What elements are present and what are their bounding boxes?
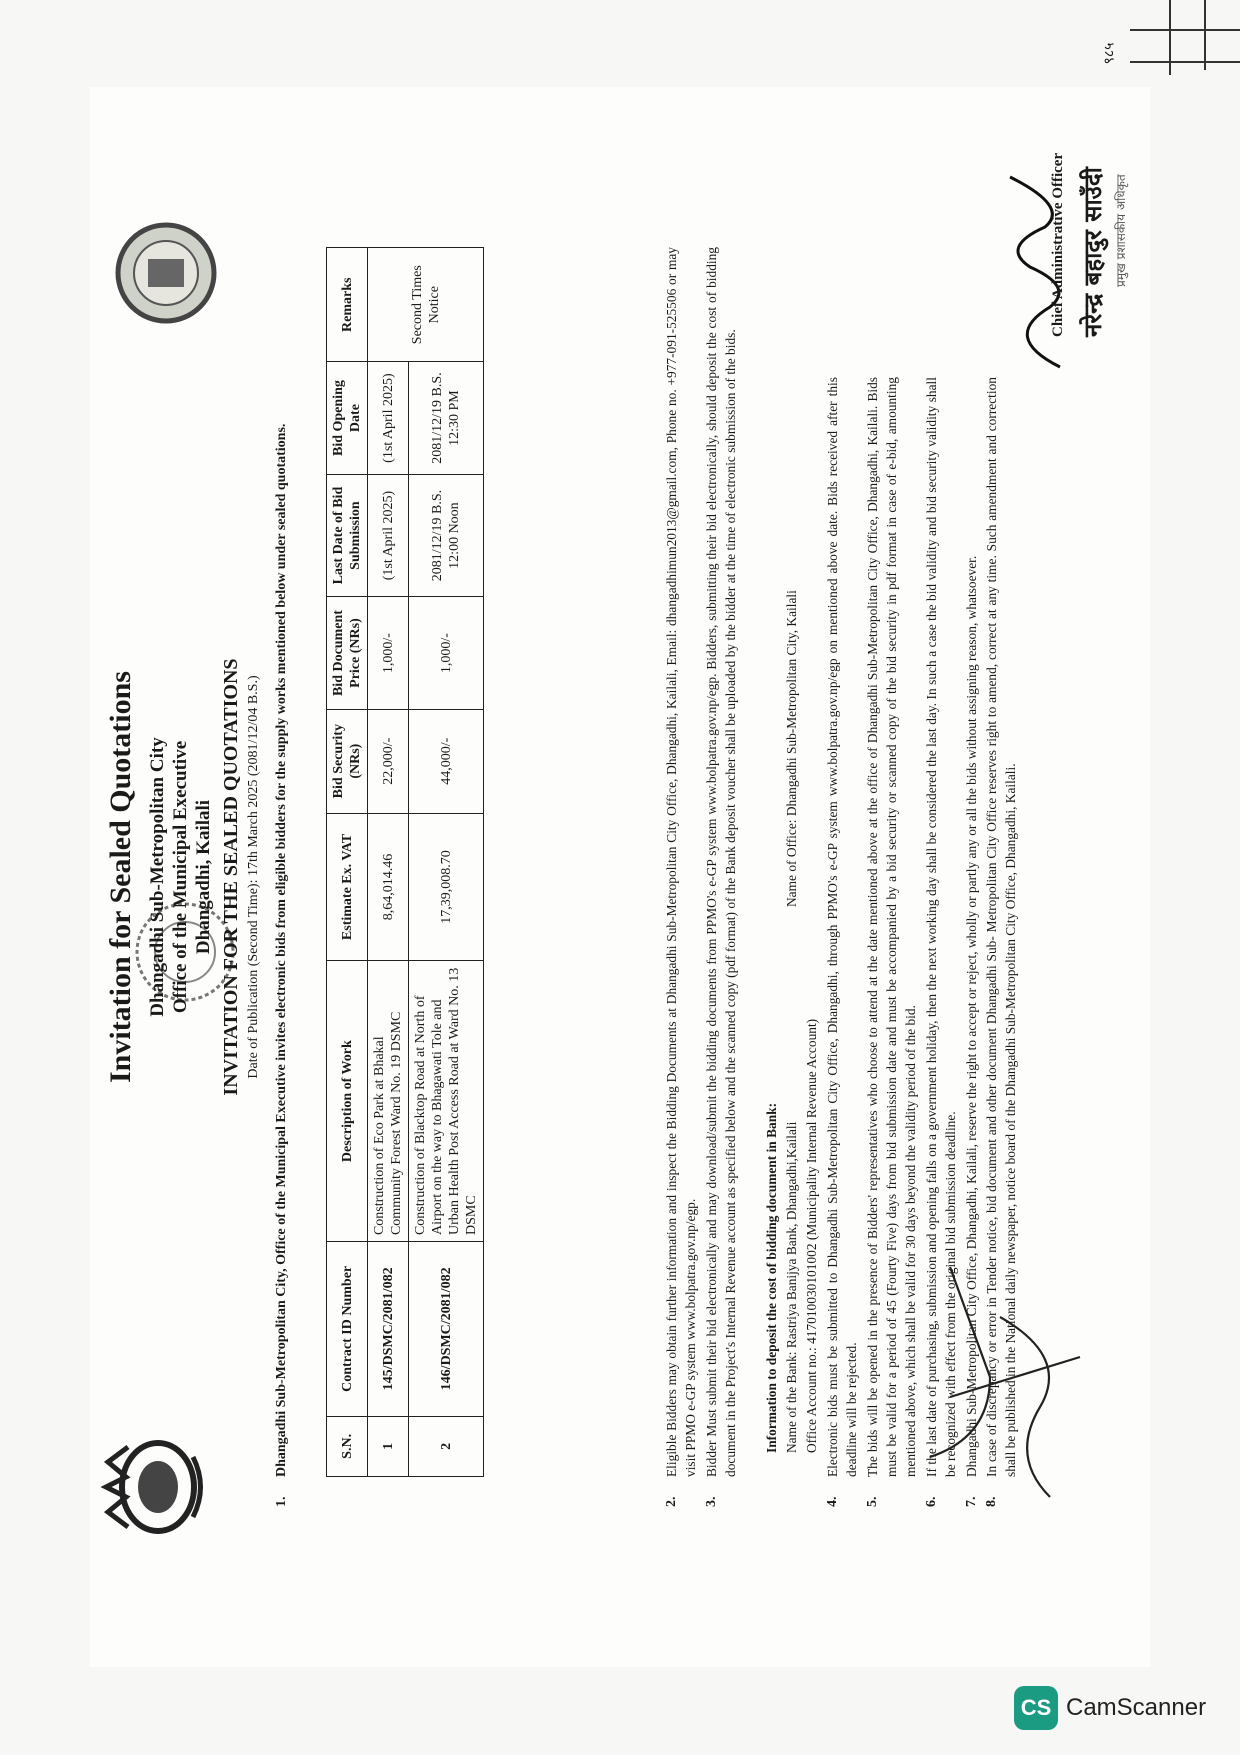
item-number: 3.	[704, 1496, 719, 1507]
item-number: 5.	[865, 1496, 880, 1507]
camscanner-watermark: CamScanner	[1066, 1694, 1207, 1721]
notice-subtitle: INVITATION FOR THE SEALED QUOTATIONS	[220, 658, 242, 1096]
cell-submission-date: 2081/12/19 B.S. 12:00 Noon	[409, 474, 484, 597]
bids-table	[326, 247, 484, 1477]
item-3-text: Bidder Must submit their bid electronically and may download/submit the bidding documents from PPMO's e-GP system www.bolpatra.gov.np/egp. Bidders, submitting their bid electronically, should deposit the cost of bidding document in the Project's Internal Revenue account as specified below and the scanned copy (pdf format) of the Bank deposit voucher shall be uploaded by the bidder at the time of electronic submission of the bids.	[704, 247, 738, 1477]
item-number: 8.	[984, 1496, 999, 1507]
cell-opening-date: 2081/12/19 B.S. 12:30 PM	[409, 362, 484, 474]
col-opening-date: Bid Opening Date	[327, 362, 368, 474]
intro-paragraph: Dhangadhi Sub-Metropolitan City, Office of the Municipal Executive invites electronic bids from eligible bidders for the supply works mentioned below under sealed quotations.	[274, 423, 289, 1477]
handwritten-signature-left	[890, 1257, 1090, 1517]
item-6-text: If the last date of purchasing, submission and opening falls on a government holiday, then the next working day shall be considered the last day. In such a case the bid validity and bid security validity shall be recognized with effect from the original bid submission deadline.	[924, 377, 958, 1477]
page-title: Invitation for Sealed Quotations	[104, 671, 137, 1083]
cell-estimate: 8,64,014.46	[368, 813, 409, 961]
col-sn: S.N.	[327, 1416, 368, 1476]
bank-account-type: (Municipality Internal Revenue Account)	[804, 1018, 819, 1241]
publication-date: Date of Publication (Second Time): 17th March 2025 (2081/12/04 B.S.)	[246, 675, 261, 1079]
cell-contract-id: 146/DSMC/2081/082	[409, 1242, 484, 1417]
cell-opening-date-english: (1st April 2025)	[368, 362, 409, 474]
table-row	[368, 248, 409, 1477]
cell-description: Construction of Blacktop Road at North of Airport on the way to Bhagawati Tole and Urban Health Post Access Road at Ward No. 13 DSMC	[409, 961, 484, 1242]
cell-estimate: 17,39,008.70	[409, 813, 484, 961]
item-5-text: The bids will be opened in the presence of Bidders' representatives who choose to attend at the date mentioned above at the office of Dhangadhi Sub-Metropolitan City Office, Dhangadhi, Kailali. Bids must be valid for a period of 45 (Fourty Five) days from bid submission date and must be accompanied by a bid security or scanned copy of the bid security in pdf format in case of e-bid, amounting mentioned above, which shall be valid for 30 days beyond the validity period of the bid.	[865, 377, 918, 1477]
cell-remarks: Second Times Notice	[368, 248, 484, 362]
cell-description: Construction of Eco Park at Bhakal Community Forest Ward No. 19 DSMC	[368, 961, 409, 1242]
col-remarks: Remarks	[327, 248, 368, 362]
bank-account-number: Office Account no.: 41701003010100	[804, 1250, 819, 1453]
cell-contract-id: 145/DSMC/2081/082	[368, 1242, 409, 1417]
rotated-notice	[90, 87, 1150, 1667]
col-bid-security: Bid Security (NRs)	[327, 709, 368, 813]
item-number: 1.	[274, 1496, 289, 1507]
cell-bid-security: 22,000/-	[368, 709, 409, 813]
table-header-row	[327, 248, 368, 1477]
bank-account-suffix: 2	[804, 1243, 819, 1251]
item-2-text: Eligible Bidders may obtain further information and inspect the Bidding Documents at Dhangadhi Sub-Metropolitan City Office, Dhangadhi, Kailali, Email: dhangadhimun2013@gmail.com, Phone no. +977-091-525506 or may visit PPMO e-GP system www.bolpatra.gov.np/egp.	[664, 247, 698, 1477]
signatory-title-nepali: प्रमुख प्रशासकीय अधिकृत	[1114, 174, 1128, 287]
org-line-3: Dhangadhi, Kailali	[193, 799, 214, 955]
col-doc-price: Bid Document Price (NRs)	[327, 597, 368, 709]
item-4-text: Electronic bids must be submitted to Dhangadhi Sub-Metropolitan City Office, Dhangadhi, through PPMO's e-GP system www.bolpatra.gov.np/egp on mentioned above date. Bids received after this deadline will be rejected.	[825, 377, 859, 1477]
col-contract-id: Contract ID Number	[327, 1242, 368, 1417]
cell-doc-price: 1,000/-	[368, 597, 409, 709]
signatory-name-nepali: नरेन्द्र बहादुर साउँदी	[1079, 167, 1107, 337]
bank-office-name: Name of Office: Dhangadhi Sub-Metropolitan City, Kailali	[784, 590, 799, 907]
org-line-1: Dhangadhi Sub-Metropolitan City	[147, 737, 168, 1017]
col-last-date: Last Date of Bid Submission	[327, 474, 368, 597]
bank-name: Name of the Bank: Rastriya Banijya Bank, Dhangadhi,Kailali	[784, 1121, 799, 1453]
cell-sn: 2	[409, 1416, 484, 1476]
col-estimate: Estimate Ex. VAT	[327, 813, 368, 961]
item-number: 4.	[825, 1496, 840, 1507]
cell-sn: 1	[368, 1416, 409, 1476]
table-row	[409, 248, 484, 1477]
bank-heading: Information to deposit the cost of bidding document in Bank:	[764, 1102, 779, 1453]
item-7-text: Dhangadhi Sub-Metropolitan City Office, Dhangadhi, Kailali, reserve the right to accept or reject, wholly or partly any or all the bids without assigning reason, whatsoever.	[964, 555, 979, 1477]
margin-note: ९८५	[1102, 42, 1118, 65]
item-number: 2.	[664, 1496, 679, 1507]
cell-bid-security: 44,000/-	[409, 709, 484, 813]
signatory-title: Chief Administrative Officer	[1050, 152, 1066, 337]
item-8-text: In case of discrepancy or error in Tender notice, bid document and other document Dhangadhi Sub- Metropolitan City Office reserves right to amend, correct at any time. Such amendment and correction shall be published in the National daily newspaper, notice board of the Dhangadhi Sub-Metropolitan City Office, Dhangadhi, Kailali.	[984, 377, 1018, 1477]
item-number: 7.	[964, 1496, 979, 1507]
bank-account	[802, 1019, 821, 1453]
col-description: Description of Work	[327, 961, 368, 1242]
item-number: 6.	[924, 1496, 939, 1507]
cell-submission-date-english: (1st April 2025)	[368, 474, 409, 597]
org-line-2: Office of the Municipal Executive	[170, 740, 191, 1014]
cell-doc-price: 1,000/-	[409, 597, 484, 709]
camscanner-logo-icon: CS	[1014, 1686, 1058, 1730]
